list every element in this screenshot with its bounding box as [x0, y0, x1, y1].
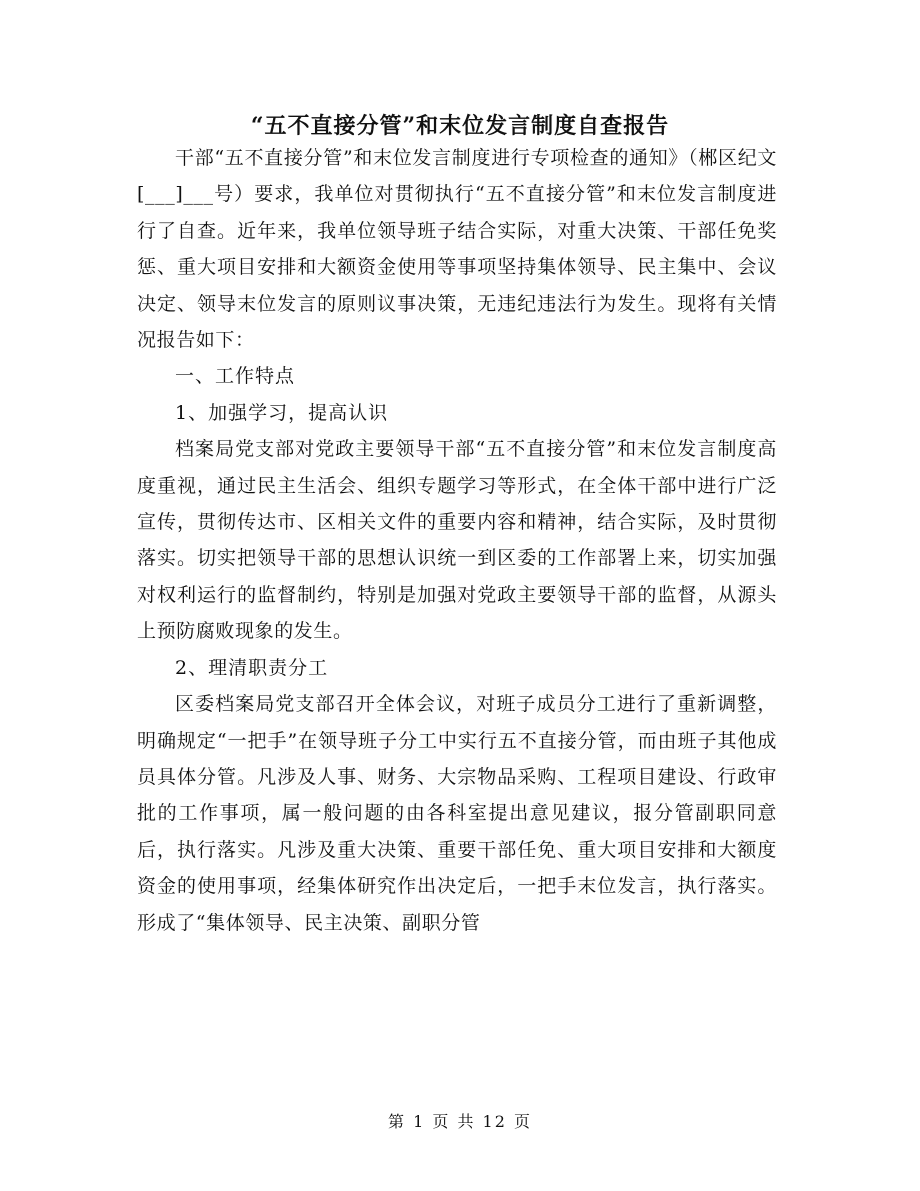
subheading-responsibilities: 2、理清职责分工 [175, 656, 329, 679]
document-title: “五不直接分管”和末位发言制度自查报告 [250, 113, 670, 139]
page-number: 第 1 页 共 12 页 [388, 1112, 532, 1131]
paragraph-responsibilities: 区委档案局党支部召开全体会议，对班子成员分工进行了重新调整，明确规定“一把手”在领导班子分工中实行五不直接分管，而由班子其他成员具体分管。凡涉及人事、财务、大宗物品采购、工程项目建设、行政审批的工作事项，属一般问题的由各科室提出意见建议，报分管副职同意后，执行落实。凡涉及重大决策、重要干部任免、重大项目安排和大额度资金的使用事项，经集体研究作出决定后，一把手末位发言，执行落实。形成了“集体领导、民主决策、副职分管 [137, 693, 777, 934]
subheading-study: 1、加强学习，提高认识 [175, 401, 389, 424]
paragraph-study: 档案局党支部对党政主要领导干部“五不直接分管”和末位发言制度高度重视，通过民主生活会、组织专题学习等形式，在全体干部中进行广泛宣传，贯彻传达市、区相关文件的重要内容和精神，结合实际，及时贯彻落实。切实把领导干部的思想认识统一到区委的工作部署上来，切实加强对权利运行的监督制约，特别是加强对党政主要领导干部的监督，从源头上预防腐败现象的发生。 [137, 438, 777, 643]
page-footer [0, 1108, 920, 1136]
document-body [137, 140, 777, 941]
section-heading-work-features: 一、工作特点 [175, 365, 296, 388]
intro-paragraph: 干部“五不直接分管”和末位发言制度进行专项检查的通知》（郴区纪文[___]___号）要求，我单位对贯彻执行“五不直接分管”和末位发言制度进行了自查。近年来，我单位领导班子结合实际，对重大决策、干部任免奖惩、重大项目安排和大额资金使用等事项坚持集体领导、民主集中、会议决定、领导末位发言的原则议事决策，无违纪违法行为发生。现将有关情况报告如下： [137, 147, 777, 352]
